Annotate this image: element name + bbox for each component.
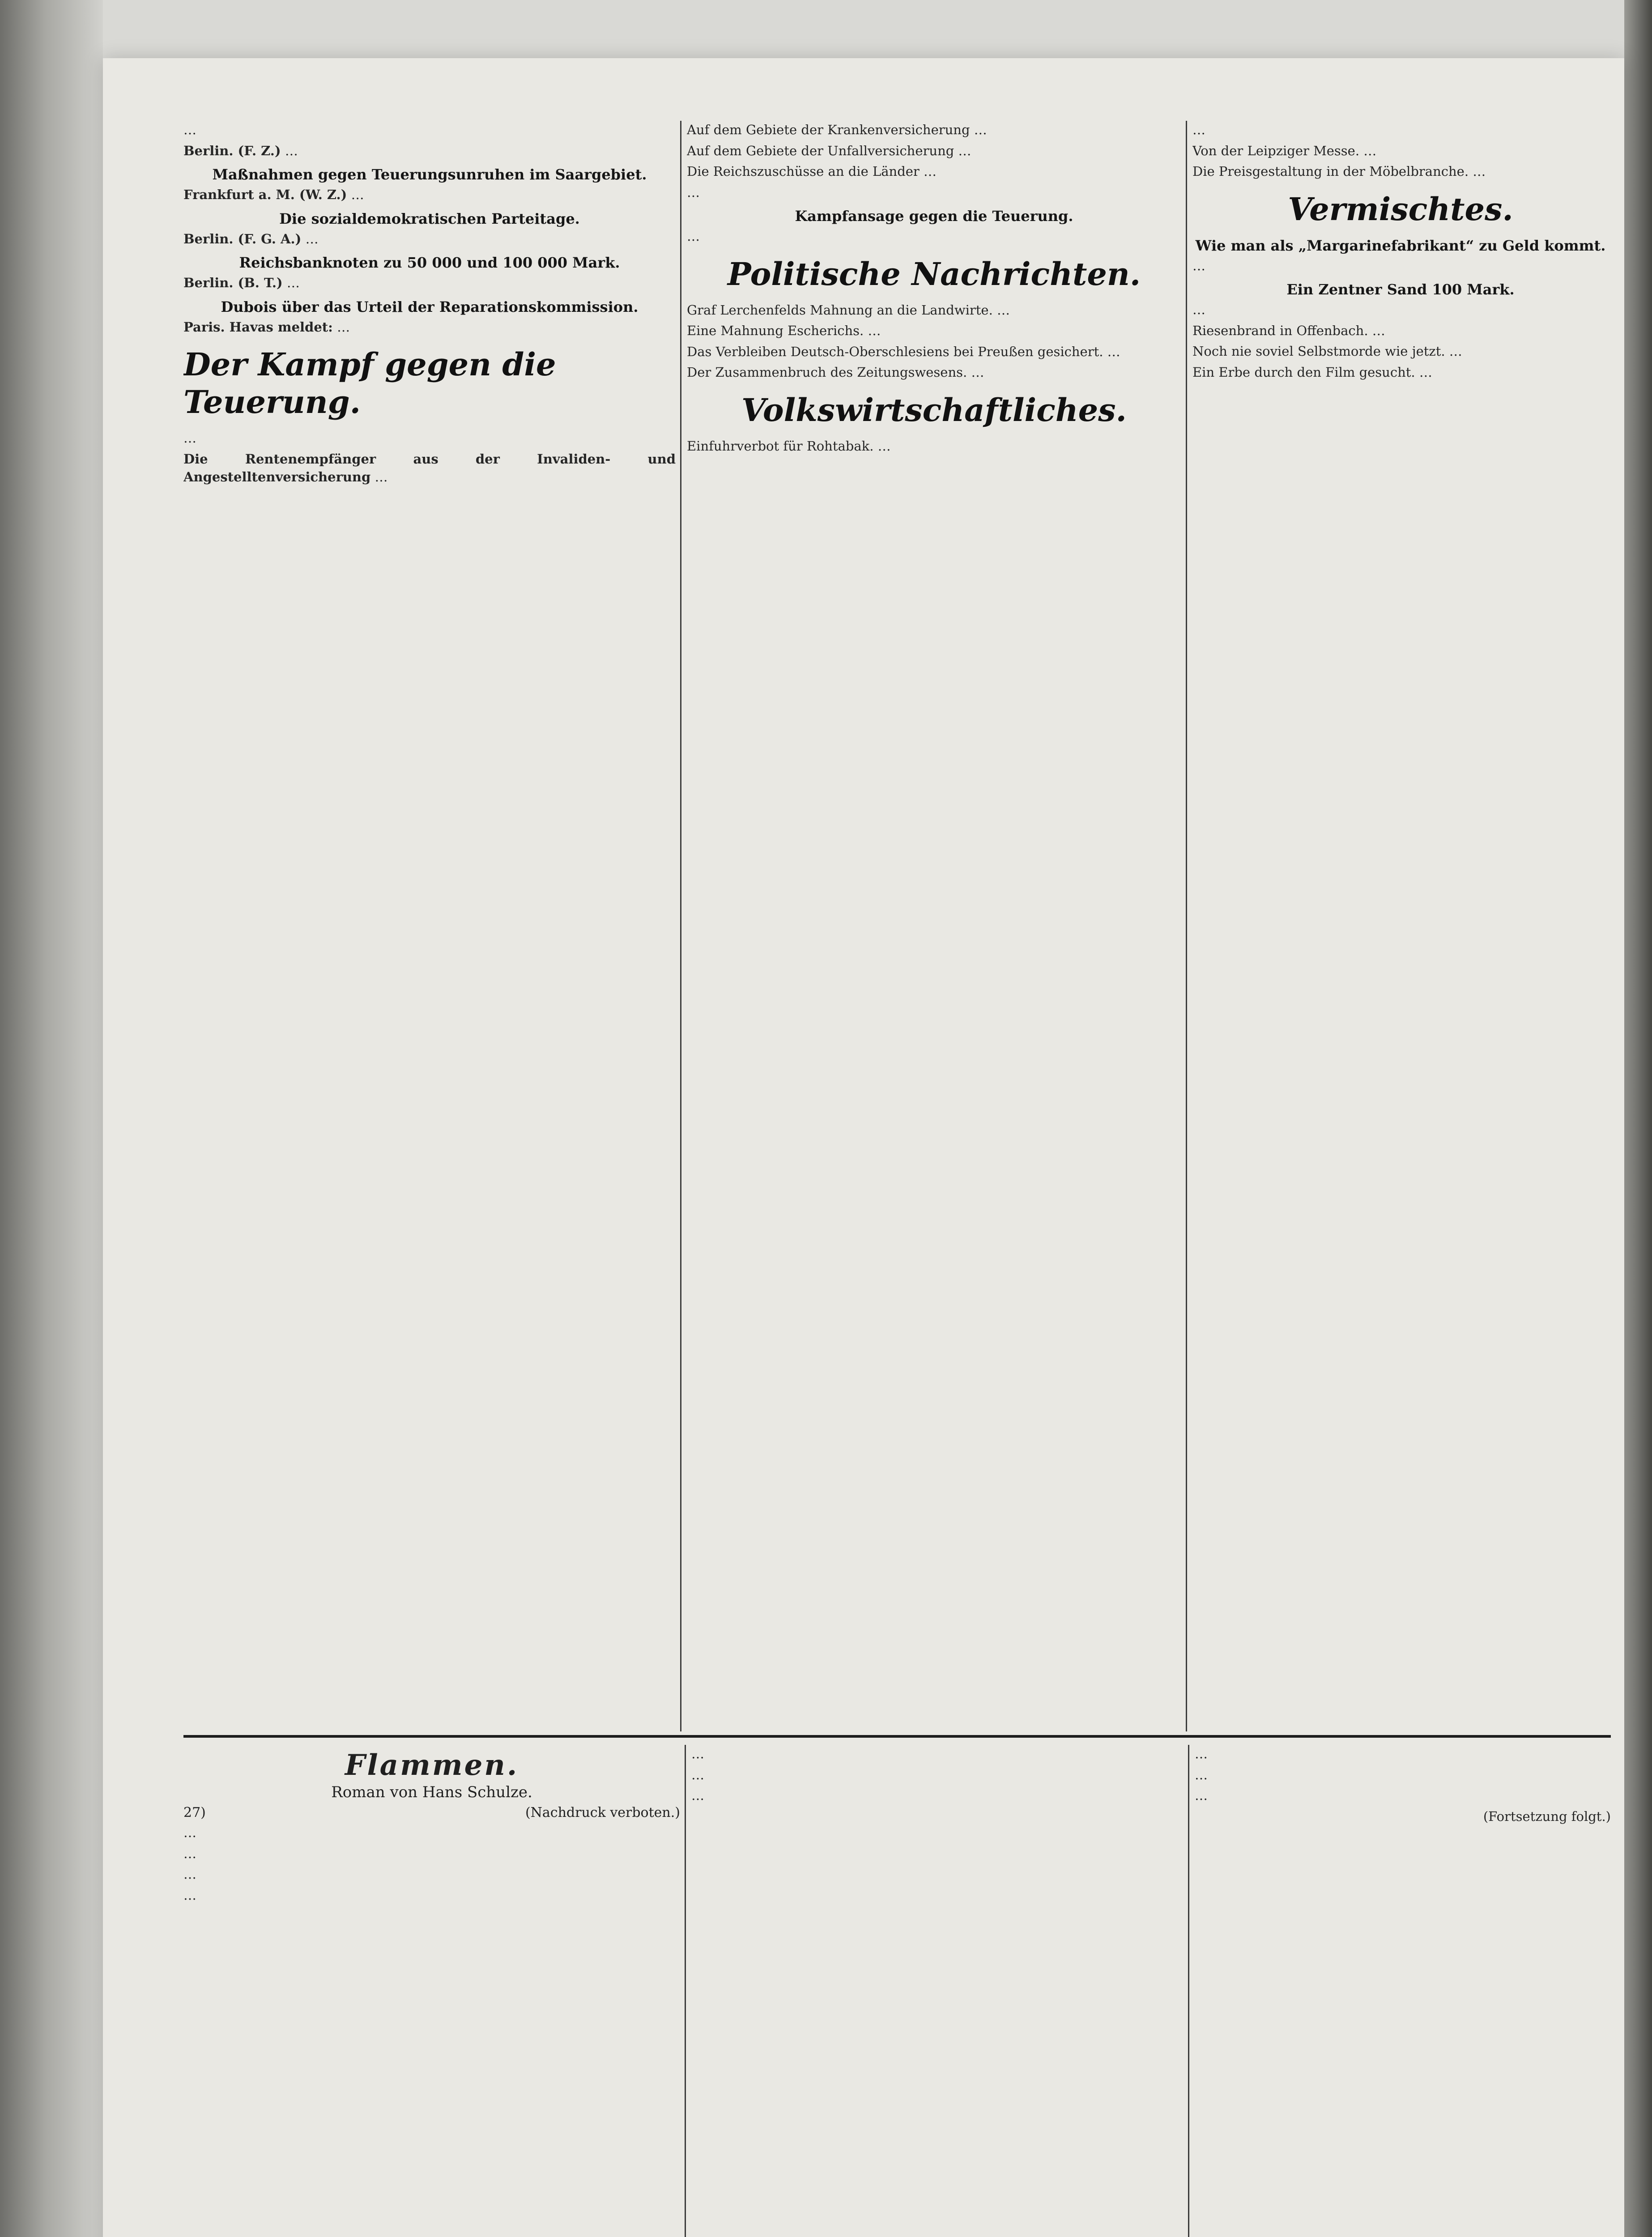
serial-paragraph: … [691, 1788, 704, 1803]
article-paragraph: Noch nie soviel Selbstmorde wie jetzt. … [1192, 344, 1462, 359]
serial-column-2 [691, 1745, 1184, 2237]
article-heading: Wie man als „Margarinefabrikant“ zu Geld kommt. [1195, 237, 1606, 254]
article-paragraph: Eine Mahnung Escherichs. … [687, 323, 881, 338]
article-paragraph [183, 230, 676, 248]
section-headline: Der Kampf gegen die Teuerung. [183, 346, 556, 421]
dateline: Berlin. (F. Z.) [183, 143, 281, 158]
dateline: Paris. Havas meldet: [183, 319, 333, 335]
reprint-notice [183, 1804, 680, 1822]
installment-number: 27) [183, 1805, 206, 1820]
article-paragraph: … [1192, 302, 1205, 317]
serial-paragraph: … [691, 1767, 704, 1782]
article-paragraph: … [183, 430, 196, 446]
page-edge [1624, 0, 1652, 2237]
serial-title: Flammen. [345, 1748, 519, 1782]
article-heading: Kampfansage gegen die Teuerung. [795, 208, 1073, 225]
article-text: … [285, 143, 298, 158]
article-paragraph: Auf dem Gebiete der Unfallversicherung … [687, 143, 971, 158]
article-paragraph [183, 142, 676, 160]
binding-gutter [0, 0, 103, 2237]
article-paragraph: Auf dem Gebiete der Krankenversicherung … [687, 122, 987, 137]
column-divider [1186, 121, 1187, 1731]
serial-paragraph: … [183, 1846, 196, 1861]
article-paragraph: Graf Lerchenfelds Mahnung an die Landwirte. … [687, 302, 1010, 318]
article-paragraph: Ein Erbe durch den Film gesucht. … [1192, 364, 1432, 380]
serial-paragraph: … [1195, 1767, 1208, 1782]
article-heading: Maßnahmen gegen Teuerungsunruhen im Saargebiet. [212, 166, 647, 183]
section-headline: Volkswirtschaftliches. [741, 391, 1127, 429]
article-paragraph: … [183, 122, 196, 137]
article-heading: Ein Zentner Sand 100 Mark. [1286, 281, 1515, 298]
article-lead: Die Rentenempfänger aus der Invaliden- und Angestelltenversicherung [183, 451, 676, 485]
article-paragraph [183, 450, 676, 486]
article-heading: Die sozialdemokratischen Parteitage. [279, 210, 580, 227]
serial-column-1 [183, 1745, 680, 2237]
reprint-notice-text: (Nachdruck verboten.) [525, 1805, 680, 1820]
article-text: … [351, 187, 364, 202]
serial-paragraph: … [183, 1887, 196, 1903]
feuilleton-separator [183, 1735, 1611, 1738]
article-paragraph: … [687, 184, 700, 200]
article-paragraph [183, 186, 676, 204]
serial-paragraph: … [183, 1825, 196, 1840]
newspaper-page [103, 58, 1624, 2237]
column-3 [1192, 121, 1609, 1727]
serial-end-note: (Fortsetzung folgt.) [1483, 1808, 1611, 1824]
column-divider [680, 121, 681, 1731]
column-divider [685, 1745, 686, 2237]
article-paragraph: Der Zusammenbruch des Zeitungswesens. … [687, 365, 984, 380]
serial-paragraph: … [1195, 1788, 1208, 1803]
dateline: Berlin. (F. G. A.) [183, 231, 302, 247]
article-text: … [375, 469, 388, 485]
column-1 [183, 121, 676, 1727]
dateline: Berlin. (B. T.) [183, 275, 283, 290]
serial-paragraph: … [1195, 1746, 1208, 1761]
serial-author: Roman von Hans Schulze. [331, 1783, 532, 1801]
article-text: … [286, 275, 300, 290]
article-heading: Dubois über das Urteil der Reparationskommission. [221, 298, 639, 315]
article-paragraph: Die Reichszuschüsse an die Länder … [687, 164, 937, 179]
article-paragraph: … [687, 229, 700, 244]
section-headline: Politische Nachrichten. [727, 255, 1141, 293]
column-divider [1188, 1745, 1189, 2237]
article-paragraph: Das Verbleiben Deutsch-Oberschlesiens bei Preußen gesichert. … [687, 344, 1120, 359]
article-paragraph: Die Preisgestaltung in der Möbelbranche. … [1192, 164, 1486, 179]
article-paragraph: … [1192, 258, 1205, 273]
article-paragraph: … [1192, 122, 1205, 137]
article-paragraph [183, 274, 676, 292]
column-2 [687, 121, 1181, 1727]
article-paragraph [183, 318, 676, 336]
section-headline: Vermischtes. [1288, 190, 1513, 228]
article-text: … [305, 231, 319, 247]
dateline: Frankfurt a. M. (W. Z.) [183, 187, 347, 202]
article-text: … [337, 319, 350, 335]
serial-column-3 [1195, 1745, 1611, 2237]
article-paragraph: Von der Leipziger Messe. … [1192, 143, 1377, 158]
article-paragraph: Riesenbrand in Offenbach. … [1192, 323, 1385, 338]
article-heading: Reichsbanknoten zu 50 000 und 100 000 Mark. [239, 254, 620, 271]
serial-paragraph: … [691, 1746, 704, 1761]
article-paragraph: Einfuhrverbot für Rohtabak. … [687, 438, 891, 454]
serial-paragraph: … [183, 1867, 196, 1882]
